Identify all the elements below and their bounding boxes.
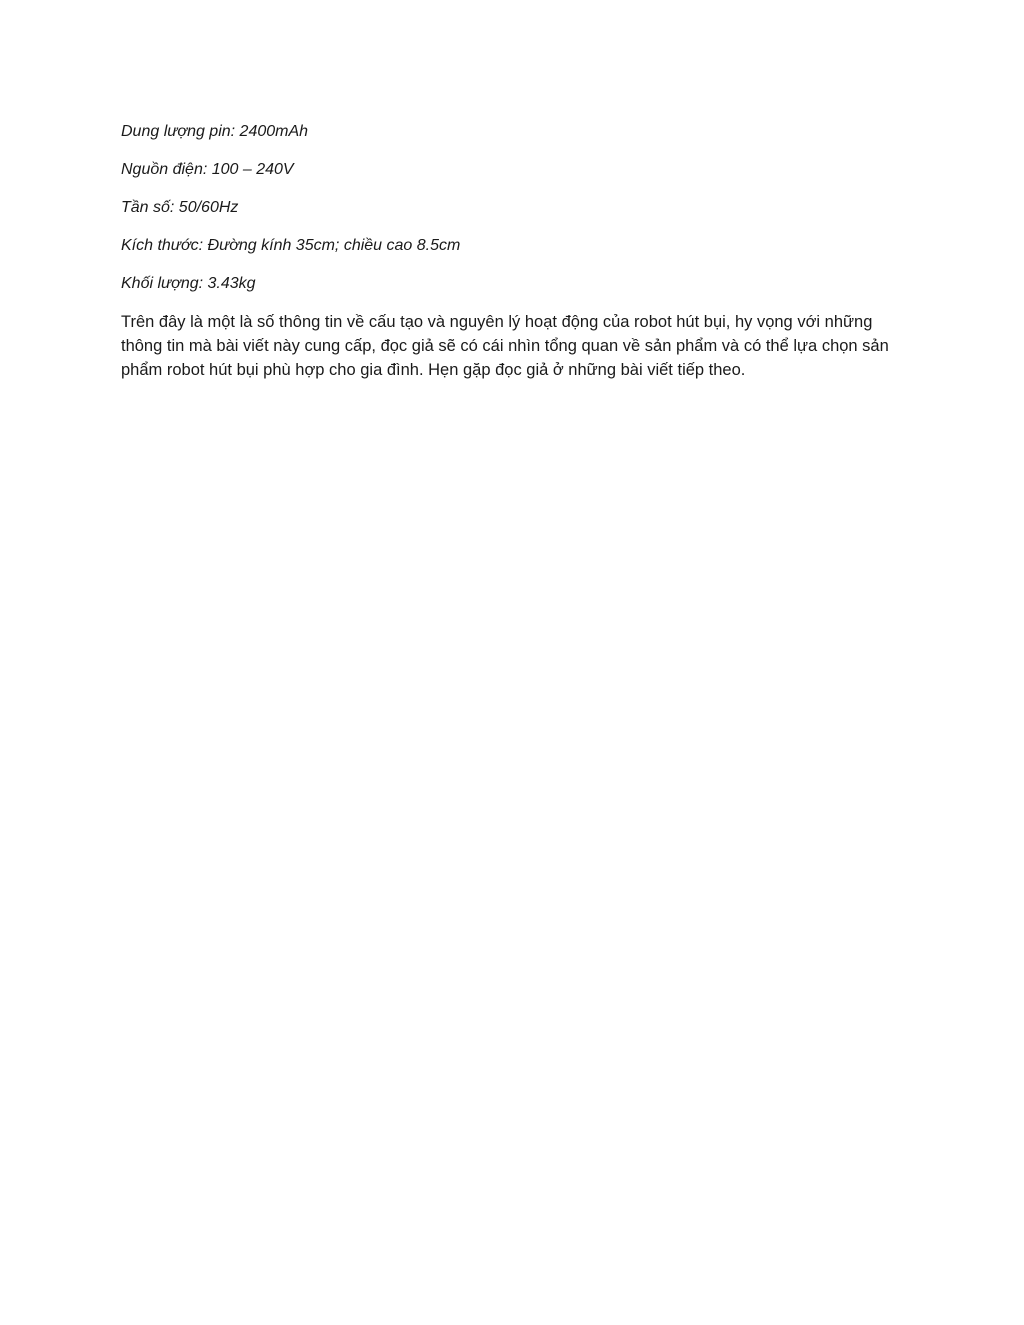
spec-frequency: Tần số: 50/60Hz [121, 199, 239, 216]
spec-dimensions: Kích thước: Đường kính 35cm; chiều cao 8.5cm [121, 237, 461, 254]
document-body [121, 120, 911, 382]
closing-paragraph: Trên đây là một là số thông tin về cấu tạo và nguyên lý hoạt động của robot hút bụi, hy vọng với những thông tin mà bài viết này cung cấp, đọc giả sẽ có cái nhìn tổng quan về sản phẩm và có thể lựa chọn sản phẩm robot hút bụi phù hợp cho gia đình. Hẹn gặp đọc giả ở những bài viết tiếp theo. [121, 313, 889, 379]
spec-weight: Khối lượng: 3.43kg [121, 275, 256, 292]
spec-power-source: Nguồn điện: 100 – 240V [121, 161, 294, 178]
spec-battery-capacity: Dung lượng pin: 2400mAh [121, 123, 309, 140]
